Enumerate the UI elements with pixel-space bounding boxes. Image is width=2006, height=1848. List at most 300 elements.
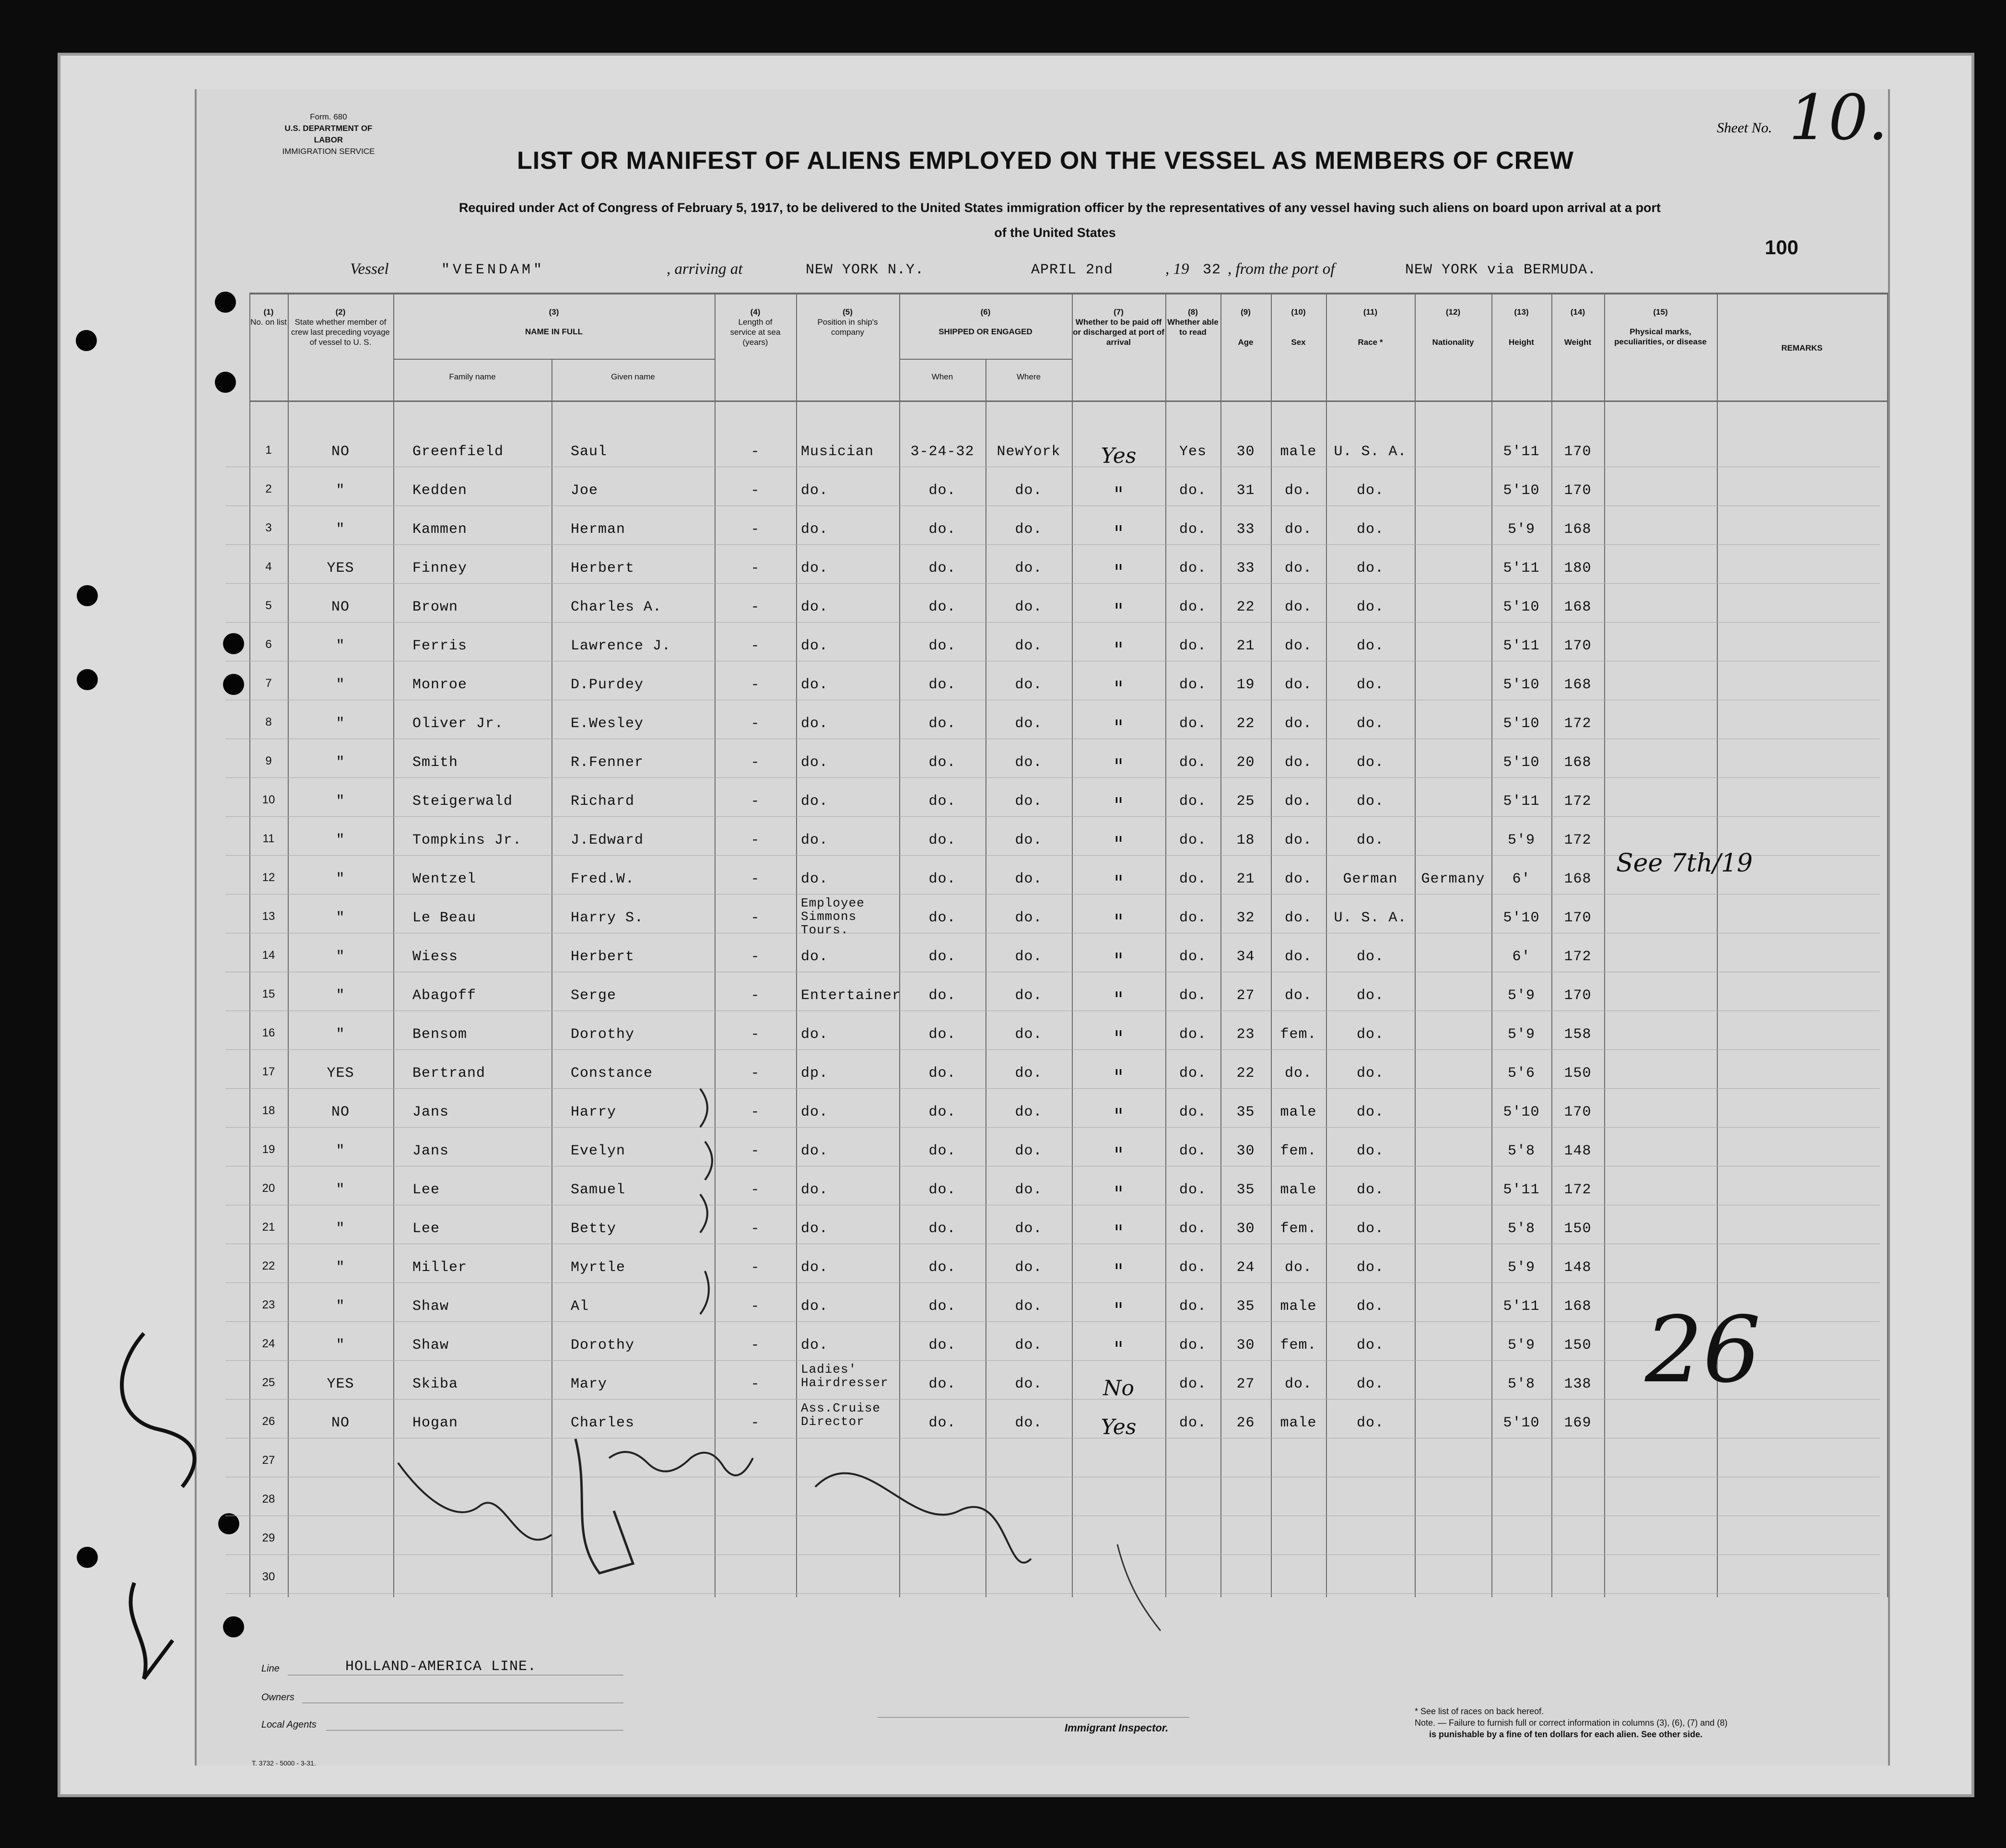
- cell-crew: ": [336, 988, 345, 1004]
- cell-no: 1: [265, 444, 272, 457]
- cell-position: do.: [801, 1259, 829, 1276]
- cell-paid: ": [1114, 1026, 1124, 1051]
- cell-no: 9: [265, 754, 272, 767]
- cell-position: Musician: [801, 444, 874, 460]
- cell-read: do.: [1179, 716, 1207, 732]
- cell-position: do.: [801, 793, 829, 810]
- cell-race: U. S. A.: [1334, 910, 1407, 926]
- cell-crew: ": [336, 910, 345, 926]
- cell-weight: 170: [1564, 910, 1592, 926]
- cell-service: -: [751, 1182, 760, 1198]
- cell-given: Herman: [571, 521, 626, 538]
- cell-family: Monroe: [412, 677, 468, 693]
- cell-no: 20: [262, 1182, 275, 1195]
- cell-race: do.: [1356, 1259, 1384, 1276]
- cell-race: do.: [1356, 832, 1384, 848]
- col9-header: (9) Age: [1238, 307, 1254, 347]
- cell-height: 5'11: [1503, 638, 1540, 654]
- cell-race: do.: [1356, 1376, 1384, 1392]
- cell-weight: 148: [1564, 1259, 1592, 1276]
- cell-nationality: Germany: [1421, 871, 1485, 887]
- cell-given: Charles A.: [571, 599, 662, 615]
- col11-header: (11) Race *: [1358, 307, 1383, 347]
- cell-age: 30: [1236, 1221, 1255, 1237]
- cell-service: -: [751, 910, 760, 926]
- cell-position: do.: [801, 1221, 829, 1237]
- cell-no: 29: [262, 1531, 275, 1544]
- cell-given: Herbert: [571, 949, 635, 965]
- cell-no: 14: [262, 949, 275, 962]
- cell-age: 34: [1236, 949, 1255, 965]
- cell-height: 5'9: [1507, 1026, 1535, 1043]
- cell-when: do.: [928, 677, 956, 693]
- cell-read: do.: [1179, 1298, 1207, 1315]
- cell-read: do.: [1179, 1026, 1207, 1043]
- cell-given: Herbert: [571, 560, 635, 577]
- cell-sex: fem.: [1280, 1143, 1317, 1159]
- cell-weight: 172: [1564, 716, 1592, 732]
- cell-sex: do.: [1284, 1065, 1312, 1082]
- cell-family: Kedden: [412, 483, 468, 499]
- cell-race: do.: [1356, 483, 1384, 499]
- cell-sex: fem.: [1280, 1337, 1317, 1354]
- fine-note-1: Note. — Failure to furnish full or correct information in columns (3), (6), (7) and (8): [1415, 1718, 1728, 1728]
- cell-paid: ": [1114, 949, 1124, 973]
- cell-read: do.: [1179, 638, 1207, 654]
- cell-where: do.: [1015, 1143, 1043, 1159]
- cell-when: do.: [928, 1298, 956, 1315]
- cell-when: do.: [928, 716, 956, 732]
- cell-paid: ": [1114, 1259, 1124, 1284]
- cell-race: German: [1343, 871, 1398, 887]
- cell-given: Lawrence J.: [571, 638, 671, 654]
- cell-no: 17: [262, 1065, 275, 1078]
- cell-family: Greenfield: [412, 444, 504, 460]
- owners-label: Owners: [261, 1692, 294, 1703]
- cell-age: 21: [1236, 638, 1255, 654]
- cell-crew: NO: [331, 444, 350, 460]
- cell-position: Entertainer: [801, 988, 902, 1004]
- cell-position: do.: [801, 560, 829, 577]
- cell-family: Jans: [412, 1143, 449, 1159]
- cell-family: Jans: [412, 1104, 449, 1120]
- cell-where: do.: [1015, 988, 1043, 1004]
- cell-given: D.Purdey: [571, 677, 644, 693]
- cell-read: do.: [1179, 560, 1207, 577]
- cell-sex: do.: [1284, 832, 1312, 848]
- cell-when: do.: [928, 1376, 956, 1392]
- cell-service: -: [751, 754, 760, 771]
- cell-sex: fem.: [1280, 1026, 1317, 1043]
- cell-family: Steigerwald: [412, 793, 513, 810]
- cell-age: 24: [1236, 1259, 1255, 1276]
- sheet-number: 10.: [1789, 81, 1888, 154]
- cell-when: do.: [928, 1221, 956, 1237]
- col13-header: (13) Height: [1509, 307, 1534, 347]
- cell-height: 6': [1512, 871, 1531, 887]
- cell-where: do.: [1015, 1415, 1043, 1431]
- cell-weight: 172: [1564, 793, 1592, 810]
- cell-when: do.: [928, 638, 956, 654]
- cell-paid: ": [1114, 1065, 1124, 1090]
- cell-sex: do.: [1284, 910, 1312, 926]
- arriving-label: , arriving at: [667, 260, 743, 278]
- cell-crew: ": [336, 1143, 345, 1159]
- cell-sex: fem.: [1280, 1221, 1317, 1237]
- arrival-date: APRIL 2nd: [1031, 262, 1114, 278]
- cell-position: do.: [801, 483, 829, 499]
- cell-paid: ": [1114, 1182, 1124, 1206]
- cell-service: -: [751, 1221, 760, 1237]
- cell-no: 4: [265, 560, 272, 573]
- cell-where: do.: [1015, 1376, 1043, 1392]
- cell-read: do.: [1179, 910, 1207, 926]
- cell-paid: Yes: [1101, 1415, 1137, 1439]
- cell-read: do.: [1179, 871, 1207, 887]
- cell-no: 19: [262, 1143, 275, 1156]
- cell-race: U. S. A.: [1334, 444, 1407, 460]
- cell-position: do.: [801, 716, 829, 732]
- inspector-underline: [878, 1717, 1189, 1718]
- cell-where: do.: [1015, 1221, 1043, 1237]
- cell-race: do.: [1356, 521, 1384, 538]
- cell-position: do.: [801, 599, 829, 615]
- cell-position: do.: [801, 949, 829, 965]
- cell-weight: 170: [1564, 638, 1592, 654]
- cell-crew: NO: [331, 599, 350, 615]
- cell-race: do.: [1356, 1104, 1384, 1120]
- cell-read: do.: [1179, 1337, 1207, 1354]
- cell-race: do.: [1356, 1182, 1384, 1198]
- cell-family: Lee: [412, 1182, 440, 1198]
- cell-read: do.: [1179, 1182, 1207, 1198]
- cell-when: do.: [928, 754, 956, 771]
- col6a-header: When: [931, 372, 953, 381]
- fine-note-2: is punishable by a fine of ten dollars for each alien. See other side.: [1429, 1730, 1703, 1739]
- cell-family: Smith: [412, 754, 458, 771]
- cell-position: do.: [801, 754, 829, 771]
- cell-age: 27: [1236, 1376, 1255, 1392]
- cell-when: do.: [928, 483, 956, 499]
- cell-age: 33: [1236, 521, 1255, 538]
- col5-header: (5) Position in ship's company: [817, 307, 878, 337]
- cell-read: do.: [1179, 1221, 1207, 1237]
- inspector-label: Immigrant Inspector.: [1065, 1722, 1169, 1734]
- cell-age: 35: [1236, 1298, 1255, 1315]
- cell-race: do.: [1356, 793, 1384, 810]
- cell-family: Miller: [412, 1259, 468, 1276]
- cell-weight: 168: [1564, 1298, 1592, 1315]
- cell-service: -: [751, 1026, 760, 1043]
- cell-where: do.: [1015, 483, 1043, 499]
- cell-where: do.: [1015, 1259, 1043, 1276]
- cell-service: -: [751, 638, 760, 654]
- cell-when: do.: [928, 988, 956, 1004]
- col7-header: (7) Whether to be paid off or discharged at port of arrival: [1073, 307, 1164, 347]
- cell-weight: 170: [1564, 483, 1592, 499]
- cell-weight: 150: [1564, 1221, 1592, 1237]
- cell-no: 13: [262, 910, 275, 923]
- cell-paid: ": [1114, 1298, 1124, 1323]
- cell-given: Al: [571, 1298, 589, 1315]
- cell-given: Dorothy: [571, 1337, 635, 1354]
- cell-height: 5'9: [1507, 521, 1535, 538]
- cell-when: do.: [928, 1026, 956, 1043]
- cell-crew: ": [336, 1298, 345, 1315]
- cell-read: do.: [1179, 1259, 1207, 1276]
- cell-race: do.: [1356, 599, 1384, 615]
- cell-family: Tompkins Jr.: [412, 832, 522, 848]
- cell-where: do.: [1015, 521, 1043, 538]
- cell-height: 5'10: [1503, 910, 1540, 926]
- cell-age: 30: [1236, 1337, 1255, 1354]
- cell-when: do.: [928, 521, 956, 538]
- cell-when: do.: [928, 1143, 956, 1159]
- cell-no: 18: [262, 1104, 275, 1117]
- cell-height: 5'10: [1503, 1415, 1540, 1431]
- cell-sex: do.: [1284, 677, 1312, 693]
- cell-family: Shaw: [412, 1337, 449, 1354]
- cell-when: do.: [928, 910, 956, 926]
- cell-read: Yes: [1179, 444, 1207, 460]
- cell-sex: do.: [1284, 483, 1312, 499]
- cell-read: do.: [1179, 754, 1207, 771]
- cell-age: 22: [1236, 1065, 1255, 1082]
- cell-crew: ": [336, 832, 345, 848]
- cell-service: -: [751, 1376, 760, 1392]
- cell-weight: 170: [1564, 988, 1592, 1004]
- cell-paid: ": [1114, 716, 1124, 740]
- cell-when: do.: [928, 1337, 956, 1354]
- col4-header: (4) Length of service at sea (years): [730, 307, 781, 347]
- cell-weight: 158: [1564, 1026, 1592, 1043]
- cell-height: 5'11: [1503, 1298, 1540, 1315]
- cell-weight: 172: [1564, 832, 1592, 848]
- cell-paid: ": [1114, 871, 1124, 895]
- cell-sex: do.: [1284, 521, 1312, 538]
- cell-no: 8: [265, 716, 272, 729]
- cell-no: 23: [262, 1298, 275, 1311]
- cell-weight: 172: [1564, 949, 1592, 965]
- departure-port: NEW YORK via BERMUDA.: [1405, 262, 1597, 278]
- cell-no: 30: [262, 1570, 275, 1583]
- cell-crew: ": [336, 483, 345, 499]
- subtitle-line1: Required under Act of Congress of February 5, 1917, to be delivered to the United States immigration officer by the representatives of any vessel having such aliens on board upon arrival at a port: [458, 200, 1661, 215]
- cell-age: 20: [1236, 754, 1255, 771]
- cell-race: do.: [1356, 1065, 1384, 1082]
- cell-paid: ": [1114, 910, 1124, 934]
- cell-family: Wiess: [412, 949, 458, 965]
- cell-position: do.: [801, 1182, 829, 1198]
- cell-given: Dorothy: [571, 1026, 635, 1043]
- cell-no: 10: [262, 793, 275, 806]
- cell-crew: NO: [331, 1104, 350, 1120]
- row12-remark: See 7th/19: [1616, 849, 1753, 878]
- cell-service: -: [751, 521, 760, 538]
- agents-label: Local Agents: [261, 1719, 317, 1730]
- cell-race: do.: [1356, 638, 1384, 654]
- cell-height: 5'6: [1507, 1065, 1535, 1082]
- arrival-port: NEW YORK N.Y.: [806, 262, 925, 278]
- cell-when: do.: [928, 832, 956, 848]
- cell-crew: ": [336, 521, 345, 538]
- cell-service: -: [751, 677, 760, 693]
- cell-sex: male: [1280, 1298, 1317, 1315]
- cell-paid: ": [1114, 988, 1124, 1012]
- cell-height: 5'10: [1503, 1104, 1540, 1120]
- col14-header: (14) Weight: [1564, 307, 1592, 347]
- cell-given: Constance: [571, 1065, 653, 1082]
- cell-weight: 138: [1564, 1376, 1592, 1392]
- cell-sex: do.: [1284, 560, 1312, 577]
- line-value: HOLLAND-AMERICA LINE.: [345, 1659, 537, 1675]
- cell-age: 22: [1236, 599, 1255, 615]
- cell-age: 19: [1236, 677, 1255, 693]
- col12-header: (12) Nationality: [1432, 307, 1474, 347]
- cell-family: Oliver Jr.: [412, 716, 504, 732]
- cell-where: do.: [1015, 1337, 1043, 1354]
- cell-service: -: [751, 560, 760, 577]
- cell-given: Fred.W.: [571, 871, 635, 887]
- cell-weight: 169: [1564, 1415, 1592, 1431]
- cell-where: do.: [1015, 716, 1043, 732]
- cell-sex: do.: [1284, 754, 1312, 771]
- cell-read: do.: [1179, 949, 1207, 965]
- cell-given: Betty: [571, 1221, 617, 1237]
- cell-height: 5'11: [1503, 560, 1540, 577]
- cell-when: 3-24-32: [910, 444, 974, 460]
- cell-age: 30: [1236, 444, 1255, 460]
- cell-paid: ": [1114, 754, 1124, 779]
- cell-sex: do.: [1284, 716, 1312, 732]
- cell-service: -: [751, 1415, 760, 1431]
- cell-weight: 180: [1564, 560, 1592, 577]
- cell-service: -: [751, 483, 760, 499]
- cell-service: -: [751, 599, 760, 615]
- cell-service: -: [751, 1143, 760, 1159]
- cell-where: do.: [1015, 910, 1043, 926]
- cell-age: 25: [1236, 793, 1255, 810]
- cell-position: Ladies' Hairdresser: [801, 1362, 889, 1390]
- cell-read: do.: [1179, 677, 1207, 693]
- cell-when: do.: [928, 1182, 956, 1198]
- cell-paid: ": [1114, 560, 1124, 585]
- cell-when: do.: [928, 1415, 956, 1431]
- cell-family: Bertrand: [412, 1065, 486, 1082]
- cell-race: do.: [1356, 754, 1384, 771]
- cell-paid: ": [1114, 483, 1124, 507]
- cell-family: Ferris: [412, 638, 468, 654]
- cell-given: Evelyn: [571, 1143, 626, 1159]
- cell-where: do.: [1015, 1182, 1043, 1198]
- cell-crew: ": [336, 677, 345, 693]
- cell-position: do.: [801, 638, 829, 654]
- cell-where: do.: [1015, 560, 1043, 577]
- cell-sex: do.: [1284, 871, 1312, 887]
- cell-paid: No: [1103, 1376, 1134, 1401]
- form-number: Form. 680: [310, 112, 347, 121]
- cell-age: 31: [1236, 483, 1255, 499]
- cell-family: Lee: [412, 1221, 440, 1237]
- cell-family: Kammen: [412, 521, 468, 538]
- cell-crew: ": [336, 638, 345, 654]
- page-title: LIST OR MANIFEST OF ALIENS EMPLOYED ON THE VESSEL AS MEMBERS OF CREW: [517, 147, 1574, 175]
- col16-header: REMARKS: [1781, 343, 1823, 353]
- cell-crew: ": [336, 793, 345, 810]
- cell-service: -: [751, 1337, 760, 1354]
- cell-no: 28: [262, 1493, 275, 1506]
- cell-service: -: [751, 793, 760, 810]
- cell-paid: ": [1114, 832, 1124, 857]
- cell-service: -: [751, 1298, 760, 1315]
- year-prefix: , 19: [1165, 260, 1189, 278]
- cell-position: do.: [801, 521, 829, 538]
- total-count: 100: [1765, 236, 1799, 259]
- cell-given: J.Edward: [571, 832, 644, 848]
- cell-height: 5'9: [1507, 1259, 1535, 1276]
- cell-age: 22: [1236, 716, 1255, 732]
- cell-where: do.: [1015, 677, 1043, 693]
- cell-where: do.: [1015, 599, 1043, 615]
- cell-service: -: [751, 949, 760, 965]
- department: U.S. DEPARTMENT OF LABOR: [284, 124, 373, 144]
- cell-paid: ": [1114, 599, 1124, 624]
- cell-race: do.: [1356, 1221, 1384, 1237]
- cell-paid: ": [1114, 1221, 1124, 1245]
- cell-weight: 172: [1564, 1182, 1592, 1198]
- cell-where: do.: [1015, 871, 1043, 887]
- cell-read: do.: [1179, 1415, 1207, 1431]
- cell-crew: ": [336, 754, 345, 771]
- cell-paid: ": [1114, 1337, 1124, 1362]
- cell-when: do.: [928, 560, 956, 577]
- cell-service: -: [751, 871, 760, 887]
- cell-age: 18: [1236, 832, 1255, 848]
- from-label: , from the port of: [1228, 260, 1335, 278]
- cell-race: do.: [1356, 1298, 1384, 1315]
- cell-family: Brown: [412, 599, 458, 615]
- cell-weight: 148: [1564, 1143, 1592, 1159]
- cell-paid: ": [1114, 521, 1124, 546]
- cell-when: do.: [928, 1065, 956, 1082]
- cell-race: do.: [1356, 1143, 1384, 1159]
- cell-given: E.Wesley: [571, 716, 644, 732]
- cell-position: do.: [801, 1026, 829, 1043]
- cell-race: do.: [1356, 560, 1384, 577]
- cell-when: do.: [928, 1104, 956, 1120]
- arrival-year: 32: [1203, 262, 1221, 278]
- cell-age: 30: [1236, 1143, 1255, 1159]
- cell-read: do.: [1179, 1065, 1207, 1082]
- cell-when: do.: [928, 871, 956, 887]
- cell-race: do.: [1356, 988, 1384, 1004]
- cell-no: 24: [262, 1337, 275, 1350]
- cell-height: 5'10: [1503, 716, 1540, 732]
- cell-family: Le Beau: [412, 910, 477, 926]
- cell-position: do.: [801, 832, 829, 848]
- sheet-label: Sheet No.: [1717, 120, 1772, 136]
- col6-header: (6) SHIPPED OR ENGAGED: [938, 307, 1032, 336]
- cell-weight: 168: [1564, 754, 1592, 771]
- cell-height: 5'9: [1507, 832, 1535, 848]
- cell-crew: ": [336, 1026, 345, 1043]
- cell-height: 5'8: [1507, 1376, 1535, 1392]
- cell-read: do.: [1179, 1104, 1207, 1120]
- cell-height: 5'11: [1503, 793, 1540, 810]
- cell-when: do.: [928, 949, 956, 965]
- cell-no: 11: [262, 832, 275, 845]
- cell-read: do.: [1179, 832, 1207, 848]
